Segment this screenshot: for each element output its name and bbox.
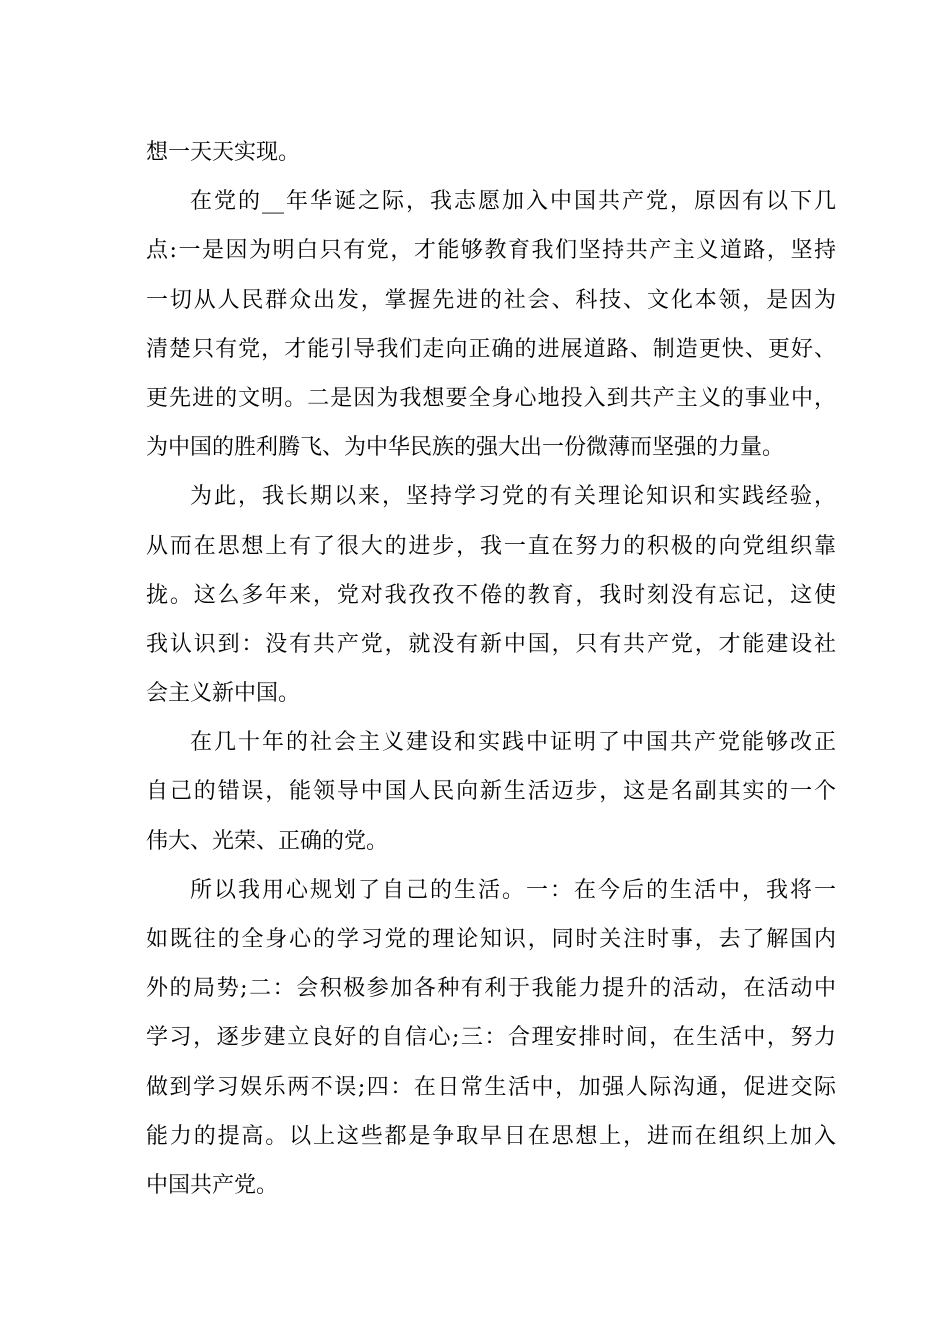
text-line: 为此，我长期以来，坚持学习党的有关理论知识和实践经验， — [190, 484, 836, 510]
text-line: 会主义新中国。 — [146, 681, 301, 707]
paragraph-history — [146, 718, 836, 866]
text-line: 中国共产党。 — [146, 1172, 279, 1198]
text-line: 如既往的全身心的学习党的理论知识，同时关注时事，去了解国内 — [146, 927, 836, 952]
text-line: 为中国的胜利腾飞、为中华民族的强大出一份微薄而坚强的力量。 — [146, 435, 785, 461]
text-line: 外的局势;二：会积极参加各种有利于我能力提升的活动，在活动中 — [146, 976, 836, 1002]
text-line: 能力的提高。以上这些都是争取早日在思想上，进而在组织上加入 — [146, 1123, 836, 1149]
text-line: 一切从人民群众出发，掌握先进的社会、科技、文化本领，是因为 — [146, 287, 836, 313]
text-line: 做到学习娱乐两不误;四：在日常生活中，加强人际沟通，促进交际 — [146, 1074, 836, 1100]
text-line: 拢。这么多年来，党对我孜孜不倦的教育，我时刻没有忘记，这使 — [146, 582, 836, 608]
text-line: 学习，逐步建立良好的自信心;三：合理安排时间，在生活中，努力 — [146, 1025, 836, 1051]
text-line: 从而在思想上有了很大的进步，我一直在努力的积极的向党组织靠 — [146, 533, 836, 559]
text-line: 自己的错误，能领导中国人民向新生活迈步，这是名副其实的一个 — [146, 779, 836, 805]
text-line: 所以我用心规划了自己的生活。一：在今后的生活中，我将一 — [190, 877, 836, 903]
text-line: 清楚只有党，才能引导我们走向正确的进展道路、制造更快、更好、 — [146, 336, 836, 362]
paragraph-study — [146, 472, 836, 718]
paragraph-continuation — [146, 128, 836, 177]
text-line: 想一天天实现。 — [146, 140, 301, 165]
paragraph-plan — [146, 866, 836, 1210]
text-line: 在几十年的社会主义建设和实践中证明了中国共产党能够改正 — [190, 730, 836, 756]
text-line: 点:一是因为明白只有党，才能够教育我们坚持共产主义道路，坚持 — [146, 238, 836, 264]
text-line: 在党的__年华诞之际，我志愿加入中国共产党，原因有以下几 — [190, 189, 836, 215]
text-line: 我认识到：没有共产党，就没有新中国，只有共产党，才能建设社 — [146, 631, 836, 657]
text-line: 伟大、光荣、正确的党。 — [146, 828, 389, 854]
paragraph-reasons — [146, 177, 836, 472]
document-body — [146, 128, 836, 1210]
text-line: 更先进的文明。二是因为我想要全身心地投入到共产主义的事业中， — [146, 385, 836, 411]
